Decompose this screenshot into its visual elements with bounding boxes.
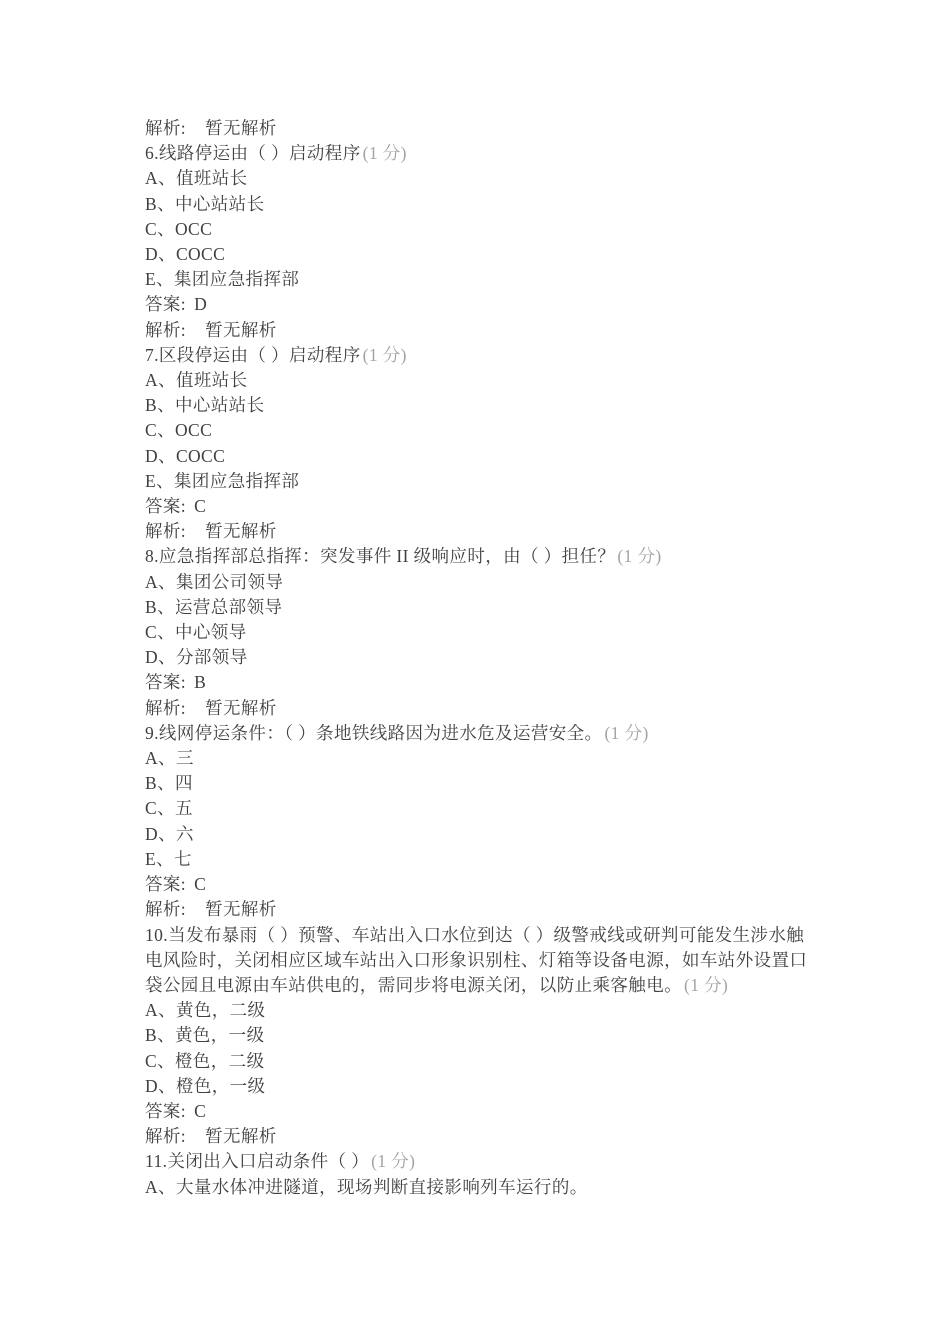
analysis-label: 解析: xyxy=(145,118,187,138)
score-label: (1 分) xyxy=(604,722,649,743)
stem-text: 7.区段停运由（ ）启动程序 xyxy=(145,344,361,365)
analysis-value: 暂无解析 xyxy=(205,118,277,138)
analysis-line xyxy=(145,1124,817,1149)
option-line: C、中心领导 xyxy=(145,622,247,643)
option-line: A、集团公司领导 xyxy=(145,571,284,592)
answer-label: 答案: xyxy=(145,294,187,315)
option-line: E、集团应急指挥部 xyxy=(145,269,300,290)
option-line: B、黄色，一级 xyxy=(145,1025,265,1046)
answer-value: C xyxy=(194,874,207,895)
analysis-label: 解析: xyxy=(145,319,187,340)
answer-line xyxy=(145,1099,817,1124)
option-line: B、四 xyxy=(145,773,193,794)
option-line: E、七 xyxy=(145,848,192,869)
answer-label: 答案: xyxy=(145,1100,187,1121)
option-line: A、值班站长 xyxy=(145,168,248,189)
option-line: C、OCC xyxy=(145,420,213,441)
option-line: A、值班站长 xyxy=(145,370,248,391)
option-line: C、橙色，二级 xyxy=(145,1050,265,1071)
question-block-10 xyxy=(145,923,817,1150)
question-stem xyxy=(145,141,817,166)
analysis-line xyxy=(145,897,817,922)
analysis-line xyxy=(145,116,817,141)
option-line: C、OCC xyxy=(145,218,213,239)
analysis-value: 暂无解析 xyxy=(205,697,277,718)
answer-line xyxy=(145,494,817,519)
score-label: (1 分) xyxy=(362,344,407,365)
question-block-6 xyxy=(145,141,817,343)
answer-label: 答案: xyxy=(145,874,187,895)
option-line: D、橙色，一级 xyxy=(145,1075,266,1096)
option-line: B、运营总部领导 xyxy=(145,596,283,617)
option-line: D、分部领导 xyxy=(145,647,248,668)
score-label: (1 分) xyxy=(362,143,407,164)
answer-label: 答案: xyxy=(145,496,187,517)
question-block-9 xyxy=(145,721,817,923)
answer-line xyxy=(145,292,817,317)
option-line: A、三 xyxy=(145,748,194,769)
question-stem xyxy=(145,923,817,999)
answer-value: C xyxy=(194,496,207,517)
question-block-8 xyxy=(145,544,817,720)
analysis-value: 暂无解析 xyxy=(205,521,277,542)
answer-value: B xyxy=(194,672,207,693)
option-line: B、中心站站长 xyxy=(145,193,265,214)
score-label: (1 分) xyxy=(684,974,729,995)
analysis-value: 暂无解析 xyxy=(205,899,277,920)
option-line: D、六 xyxy=(145,823,194,844)
question-block-11 xyxy=(145,1149,817,1199)
stem-text: 9.线网停运条件：（ ）条地铁线路因为进水危及运营安全。 xyxy=(145,722,603,743)
analysis-value: 暂无解析 xyxy=(205,1126,277,1147)
analysis-value: 暂无解析 xyxy=(205,319,277,340)
option-line: A、大量水体冲进隧道，现场判断直接影响列车运行的。 xyxy=(145,1176,588,1197)
analysis-line xyxy=(145,519,817,544)
question-stem xyxy=(145,721,817,746)
option-line: D、COCC xyxy=(145,244,226,265)
option-line: A、黄色，二级 xyxy=(145,1000,266,1021)
answer-label: 答案: xyxy=(145,672,187,693)
answer-line xyxy=(145,670,817,695)
answer-value: C xyxy=(194,1100,207,1121)
option-line: B、中心站站长 xyxy=(145,395,265,416)
exam-document xyxy=(145,116,817,1200)
question-block-7 xyxy=(145,343,817,545)
answer-value: D xyxy=(194,294,208,315)
analysis-label: 解析: xyxy=(145,697,187,718)
stem-text: 11.关闭出入口启动条件（ ） xyxy=(145,1151,370,1172)
option-line: C、五 xyxy=(145,798,193,819)
analysis-label: 解析: xyxy=(145,521,187,542)
option-line: D、COCC xyxy=(145,445,226,466)
stem-text: 8.应急指挥部总指挥：突发事件 II 级响应时，由（ ）担任？ xyxy=(145,546,616,567)
score-label: (1 分) xyxy=(371,1151,416,1172)
question-stem xyxy=(145,544,817,569)
analysis-label: 解析: xyxy=(145,1126,187,1147)
question-stem xyxy=(145,1149,817,1174)
analysis-line xyxy=(145,318,817,343)
score-label: (1 分) xyxy=(617,546,662,567)
answer-line xyxy=(145,872,817,897)
analysis-line xyxy=(145,696,817,721)
option-line: E、集团应急指挥部 xyxy=(145,470,300,491)
question-stem xyxy=(145,343,817,368)
stem-text: 6.线路停运由（ ）启动程序 xyxy=(145,143,361,164)
analysis-label: 解析: xyxy=(145,899,187,920)
stem-text: 10.当发布暴雨（ ）预警、车站出入口水位到达（ ）级警戒线或研判可能发生涉水触电风险时，关闭相应区域车站出入口形象识别柱、灯箱等设备电源，如车站外设置口袋公园且电源由车站供电的，需同步将电源关闭，以防止乘客触电。 xyxy=(145,924,808,995)
